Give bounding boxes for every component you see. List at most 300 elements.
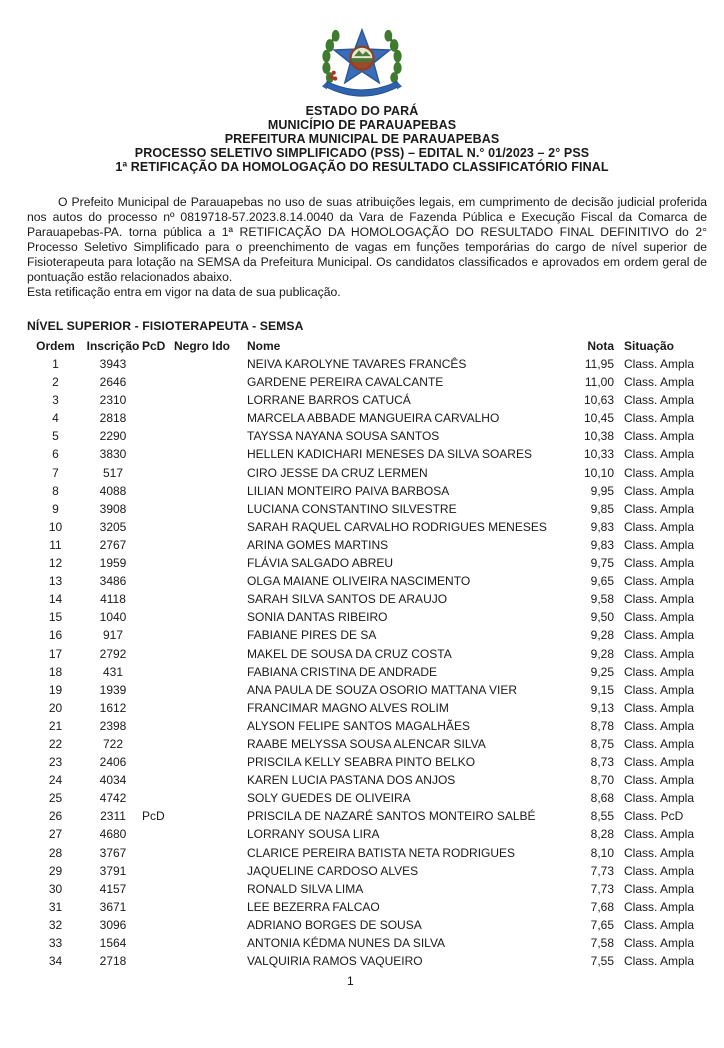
table-cell: Class. Ampla: [624, 447, 695, 462]
table-cell: 2290: [99, 429, 127, 444]
table-cell: [174, 809, 212, 827]
column-header: Ordem: [36, 339, 75, 353]
table-cell: Class. Ampla: [624, 556, 695, 571]
table-cell: Class. Ampla: [624, 936, 695, 950]
table-row: [27, 357, 714, 375]
table-cell: 27: [48, 827, 63, 842]
table-cell: [174, 701, 212, 719]
parauapebas-coat-of-arms: [311, 24, 413, 102]
table-cell: 2767: [99, 537, 127, 552]
table-cell: [174, 610, 212, 628]
table-cell: [174, 429, 212, 447]
table-cell: 4: [52, 411, 59, 426]
table-cell: Class. Ampla: [624, 736, 695, 751]
table-cell: 10,45: [583, 411, 614, 426]
table-row: [27, 665, 714, 683]
table-cell: 9,75: [590, 556, 614, 571]
table-cell: 4034: [99, 773, 127, 788]
table-row: [27, 375, 714, 393]
table-cell: 3908: [99, 501, 127, 516]
table-cell: Class. Ampla: [624, 827, 695, 842]
table-cell: 5: [52, 429, 59, 444]
table-cell: 1: [52, 357, 59, 371]
table-cell: [212, 357, 247, 375]
table-cell: LORRANE BARROS CATUCÁ: [247, 393, 411, 408]
table-cell: Class. Ampla: [624, 375, 695, 390]
table-cell: [142, 665, 174, 683]
table-cell: LILIAN MONTEIRO PAIVA BARBOSA: [247, 483, 450, 498]
table-cell: 8,55: [590, 809, 614, 824]
table-cell: 10,10: [583, 465, 614, 480]
table-cell: 3096: [99, 917, 127, 932]
table-cell: [174, 447, 212, 465]
table-cell: 1564: [99, 936, 127, 950]
table-cell: ARINA GOMES MARTINS: [247, 537, 389, 552]
table-cell: [212, 846, 247, 864]
table-cell: 4118: [100, 592, 126, 607]
table-cell: 2311: [100, 809, 126, 824]
table-cell: FABIANA CRISTINA DE ANDRADE: [247, 664, 438, 679]
table-cell: JAQUELINE CARDOSO ALVES: [247, 863, 419, 878]
table-row: [27, 411, 714, 429]
table-cell: [174, 357, 212, 375]
table-cell: 2406: [99, 755, 127, 770]
table-cell: [142, 538, 174, 556]
table-row: [27, 918, 714, 936]
table-cell: 6: [52, 447, 59, 462]
table-cell: Class. Ampla: [624, 411, 695, 426]
table-cell: 8,73: [590, 755, 614, 770]
table-cell: [212, 954, 247, 972]
table-row: [27, 484, 714, 502]
table-cell: 2718: [99, 954, 127, 969]
table-cell: [212, 393, 247, 411]
table-row: [27, 701, 714, 719]
table-cell: Class. PcD: [624, 809, 684, 824]
table-cell: [212, 755, 247, 773]
table-cell: [142, 846, 174, 864]
table-cell: [212, 502, 247, 520]
table-cell: 2398: [99, 718, 127, 733]
table-cell: Class. Ampla: [624, 881, 695, 896]
table-cell: OLGA MAIANE OLIVEIRA NASCIMENTO: [247, 574, 471, 589]
table-cell: 17: [48, 646, 63, 661]
table-cell: 9,28: [590, 646, 614, 661]
table-cell: 9,50: [590, 610, 614, 625]
table-cell: CIRO JESSE DA CRUZ LERMEN: [247, 465, 428, 480]
table-row: [27, 864, 714, 882]
banner-ribbon-icon: [322, 82, 402, 97]
table-cell: [142, 900, 174, 918]
table-cell: [174, 393, 212, 411]
table-head: [27, 339, 714, 357]
table-row: [27, 809, 714, 827]
table-cell: [212, 791, 247, 809]
column-header: Inscrição: [86, 339, 140, 353]
table-cell: FLÁVIA SALGADO ABREU: [247, 556, 394, 571]
table-row: [27, 737, 714, 755]
table-cell: [174, 411, 212, 429]
table-cell: 7: [52, 465, 59, 480]
table-cell: 7,58: [590, 936, 614, 950]
table-cell: [142, 647, 174, 665]
table-cell: ANA PAULA DE SOUZA OSORIO MATTANA VIER: [247, 682, 518, 697]
table-row: [27, 827, 714, 845]
table-cell: 14: [48, 592, 63, 607]
table-cell: [174, 954, 212, 972]
table-cell: 11,95: [584, 357, 614, 371]
table-cell: 11: [49, 537, 62, 552]
table-cell: Class. Ampla: [624, 357, 695, 371]
table-cell: [174, 592, 212, 610]
table-cell: ADRIANO BORGES DE SOUSA: [247, 917, 422, 932]
table-cell: [142, 556, 174, 574]
table-cell: [212, 827, 247, 845]
table-row: [27, 755, 714, 773]
table-row: [27, 791, 714, 809]
table-row: [27, 520, 714, 538]
document-page: [0, 24, 724, 1048]
table-cell: MARCELA ABBADE MANGUEIRA CARVALHO: [247, 411, 500, 426]
table-cell: [212, 665, 247, 683]
table-cell: 1959: [99, 556, 127, 571]
table-cell: [174, 375, 212, 393]
table-cell: [174, 737, 212, 755]
table-cell: [212, 900, 247, 918]
table-cell: 22: [48, 736, 63, 751]
table-cell: [142, 882, 174, 900]
table-cell: 9,85: [590, 501, 614, 516]
table-cell: 431: [102, 664, 124, 679]
table-cell: 3943: [99, 357, 127, 371]
table-cell: LORRANY SOUSA LIRA: [247, 827, 380, 842]
table-cell: 31: [48, 899, 63, 914]
title-line: PREFEITURA MUNICIPAL DE PARAUAPEBAS: [224, 132, 500, 146]
table-cell: [212, 737, 247, 755]
table-cell: 8,68: [590, 791, 614, 806]
table-cell: 21: [48, 718, 63, 733]
table-cell: [212, 375, 247, 393]
table-cell: [174, 556, 212, 574]
table-cell: Class. Ampla: [624, 773, 695, 788]
table-cell: [212, 809, 247, 827]
column-header: Negro: [174, 339, 209, 353]
table-cell: [212, 701, 247, 719]
column-header: Nome: [247, 339, 281, 353]
table-cell: [212, 936, 247, 954]
table-cell: 23: [48, 755, 63, 770]
table-cell: 32: [48, 917, 63, 932]
table-row: [27, 647, 714, 665]
table-cell: [174, 918, 212, 936]
table-cell: 4680: [99, 827, 127, 842]
table-cell: [142, 592, 174, 610]
table-cell: [142, 393, 174, 411]
table-cell: [212, 574, 247, 592]
table-cell: [212, 447, 247, 465]
table-row: [27, 429, 714, 447]
table-cell: PRISCILA KELLY SEABRA PINTO BELKO: [247, 755, 476, 770]
table-row: [27, 954, 714, 972]
table-cell: RONALD SILVA LIMA: [247, 881, 364, 896]
table-cell: 25: [48, 791, 63, 806]
table-cell: [212, 918, 247, 936]
page-number: 1: [347, 974, 354, 988]
crest-center-icon: [349, 45, 374, 70]
table-cell: [212, 466, 247, 484]
table-cell: TAYSSA NAYANA SOUSA SANTOS: [247, 429, 440, 444]
table-cell: FRANCIMAR MAGNO ALVES ROLIM: [247, 700, 449, 715]
column-header: Ido: [212, 339, 230, 353]
table-cell: [174, 628, 212, 646]
table-cell: [212, 556, 247, 574]
table-row: [27, 592, 714, 610]
table-cell: 7,73: [590, 881, 614, 896]
table-cell: 1612: [99, 700, 127, 715]
table-cell: 8,28: [590, 827, 614, 842]
title-line: MUNICÍPIO DE PARAUAPEBAS: [267, 118, 457, 132]
table-cell: Class. Ampla: [624, 700, 695, 715]
table-cell: [142, 827, 174, 845]
table-cell: 9,15: [590, 682, 614, 697]
table-cell: 7,65: [590, 917, 614, 932]
table-cell: NEIVA KAROLYNE TAVARES FRANCÊS: [247, 357, 467, 371]
table-cell: [142, 411, 174, 429]
table-cell: 7,73: [590, 863, 614, 878]
table-cell: LUCIANA CONSTANTINO SILVESTRE: [247, 501, 457, 516]
effective-date-paragraph: Esta retificação entra em vigor na data de sua publicação.: [27, 285, 341, 299]
table-cell: PcD: [142, 809, 165, 824]
table-cell: [174, 520, 212, 538]
table-cell: GARDENE PEREIRA CAVALCANTE: [247, 375, 444, 390]
table-cell: [142, 447, 174, 465]
table-cell: SARAH SILVA SANTOS DE ARAUJO: [247, 592, 448, 607]
table-cell: [142, 610, 174, 628]
table-row: [27, 882, 714, 900]
table-cell: 24: [48, 773, 63, 788]
table-cell: 19: [48, 682, 63, 697]
table-cell: Class. Ampla: [624, 791, 695, 806]
table-cell: [174, 647, 212, 665]
table-cell: Class. Ampla: [624, 845, 695, 860]
table-cell: 2792: [99, 646, 127, 661]
table-cell: [174, 791, 212, 809]
table-cell: 15: [48, 610, 63, 625]
table-cell: [212, 610, 247, 628]
table-cell: Class. Ampla: [624, 646, 695, 661]
table-cell: 34: [48, 954, 63, 969]
table-cell: [142, 484, 174, 502]
table-cell: VALQUIRIA RAMOS VAQUEIRO: [247, 954, 423, 969]
table-body: [27, 357, 714, 972]
table-cell: 9,25: [590, 664, 614, 679]
table-cell: SONIA DANTAS RIBEIRO: [247, 610, 388, 625]
table-row: [27, 936, 714, 954]
table-row: [27, 610, 714, 628]
table-cell: 3205: [99, 519, 127, 534]
table-cell: 9,58: [590, 592, 614, 607]
table-cell: Class. Ampla: [624, 501, 695, 516]
table-cell: 29: [48, 863, 63, 878]
table-cell: 11,00: [584, 375, 614, 390]
table-cell: [174, 683, 212, 701]
table-cell: [212, 647, 247, 665]
table-cell: [142, 502, 174, 520]
table-cell: 33: [48, 936, 63, 950]
table-cell: 18: [48, 664, 63, 679]
table-cell: [174, 846, 212, 864]
table-cell: [174, 936, 212, 954]
table-cell: 4742: [99, 791, 127, 806]
table-row: [27, 683, 714, 701]
table-row: [27, 556, 714, 574]
table-cell: [142, 918, 174, 936]
table-cell: HELLEN KADICHARI MENESES DA SILVA SOARES: [247, 447, 532, 462]
table-cell: Class. Ampla: [624, 755, 695, 770]
table-cell: Class. Ampla: [624, 519, 695, 534]
table-cell: Class. Ampla: [624, 718, 695, 733]
column-header: Nota: [587, 339, 614, 353]
table-cell: [212, 882, 247, 900]
column-header: PcD: [142, 339, 166, 353]
table-cell: 4088: [99, 483, 127, 498]
table-cell: 12: [48, 556, 63, 571]
table-row: [27, 538, 714, 556]
table-cell: 8,10: [590, 845, 614, 860]
table-cell: 16: [48, 628, 63, 643]
table-row: [27, 719, 714, 737]
table-cell: [174, 574, 212, 592]
table-cell: [212, 719, 247, 737]
table-cell: 9,65: [590, 574, 614, 589]
table-cell: 8: [52, 483, 59, 498]
table-cell: 722: [102, 736, 124, 751]
table-cell: [174, 882, 212, 900]
table-cell: [174, 755, 212, 773]
table-cell: [212, 592, 247, 610]
table-cell: [142, 737, 174, 755]
table-cell: 30: [48, 881, 63, 896]
table-cell: Class. Ampla: [624, 592, 695, 607]
table-cell: [142, 773, 174, 791]
table-cell: ALYSON FELIPE SANTOS MAGALHÃES: [247, 718, 470, 733]
table-cell: 1040: [99, 610, 127, 625]
table-cell: [212, 538, 247, 556]
table-cell: 9,28: [590, 628, 614, 643]
table-cell: Class. Ampla: [624, 628, 695, 643]
table-cell: [174, 538, 212, 556]
table-cell: [174, 773, 212, 791]
table-cell: [142, 466, 174, 484]
table-cell: Class. Ampla: [624, 574, 695, 589]
table-cell: 8,70: [590, 773, 614, 788]
table-cell: [142, 719, 174, 737]
table-cell: Class. Ampla: [624, 537, 695, 552]
table-cell: [174, 864, 212, 882]
table-cell: [174, 665, 212, 683]
table-cell: [142, 628, 174, 646]
table-row: [27, 900, 714, 918]
table-cell: [142, 357, 174, 375]
table-row: [27, 393, 714, 411]
table-cell: 10,33: [583, 447, 614, 462]
table-cell: 9,83: [590, 537, 614, 552]
table-cell: Class. Ampla: [624, 664, 695, 679]
table-cell: [174, 502, 212, 520]
table-cell: 10,38: [583, 429, 614, 444]
column-header: Situação: [624, 339, 675, 353]
table-cell: Class. Ampla: [624, 465, 695, 480]
table-cell: MAKEL DE SOUSA DA CRUZ COSTA: [247, 646, 452, 661]
table-cell: SARAH RAQUEL CARVALHO RODRIGUES MENESES: [247, 519, 547, 534]
table-cell: 20: [48, 700, 63, 715]
table-cell: 3: [52, 393, 59, 408]
table-cell: 10: [48, 519, 63, 534]
table-cell: [174, 719, 212, 737]
table-cell: SOLY GUEDES DE OLIVEIRA: [247, 791, 411, 806]
table-header-row: [27, 339, 714, 357]
table-cell: [142, 429, 174, 447]
table-cell: [212, 429, 247, 447]
table-cell: 3486: [99, 574, 127, 589]
table-cell: 26: [48, 809, 63, 824]
table-cell: ANTONIA KÉDMA NUNES DA SILVA: [247, 936, 446, 950]
table-cell: Class. Ampla: [624, 917, 695, 932]
table-cell: KAREN LUCIA PASTANA DOS ANJOS: [247, 773, 456, 788]
table-row: [27, 773, 714, 791]
table-cell: 9,83: [590, 519, 614, 534]
table-cell: RAABE MELYSSA SOUSA ALENCAR SILVA: [247, 736, 486, 751]
table-cell: Class. Ampla: [624, 682, 695, 697]
table-cell: 2818: [99, 411, 127, 426]
table-cell: 13: [48, 574, 63, 589]
table-cell: [142, 574, 174, 592]
table-cell: 3830: [99, 447, 127, 462]
table-cell: 8,78: [590, 718, 614, 733]
table-cell: [174, 900, 212, 918]
table-cell: LEE BEZERRA FALCAO: [247, 899, 380, 914]
table-cell: 4157: [99, 881, 127, 896]
table-cell: [212, 411, 247, 429]
table-cell: Class. Ampla: [624, 483, 695, 498]
table-cell: [212, 683, 247, 701]
table-cell: Class. Ampla: [624, 954, 695, 969]
table-cell: 3767: [99, 845, 127, 860]
table-cell: 10,63: [583, 393, 614, 408]
table-cell: [142, 954, 174, 972]
table-cell: [142, 520, 174, 538]
table-cell: 917: [102, 628, 124, 643]
table-cell: 2310: [99, 393, 127, 408]
title-block: [0, 104, 724, 174]
section-title: NÍVEL SUPERIOR - FISIOTERAPEUTA - SEMSA: [27, 319, 304, 333]
table-row: [27, 466, 714, 484]
table-cell: [212, 864, 247, 882]
table-cell: Class. Ampla: [624, 863, 695, 878]
title-line: 1ª RETIFICAÇÃO DA HOMOLOGAÇÃO DO RESULTADO CLASSIFICATÓRIO FINAL: [115, 160, 609, 174]
table-row: [27, 574, 714, 592]
table-cell: 7,68: [590, 899, 614, 914]
right-branch-icon: [384, 30, 401, 83]
table-cell: 9,13: [590, 700, 614, 715]
table-cell: 517: [102, 465, 124, 480]
table-cell: [174, 466, 212, 484]
table-cell: FABIANE PIRES DE SA: [247, 628, 377, 643]
intro-text: [27, 195, 707, 300]
table-row: [27, 447, 714, 465]
table-cell: [212, 628, 247, 646]
table-cell: [142, 755, 174, 773]
